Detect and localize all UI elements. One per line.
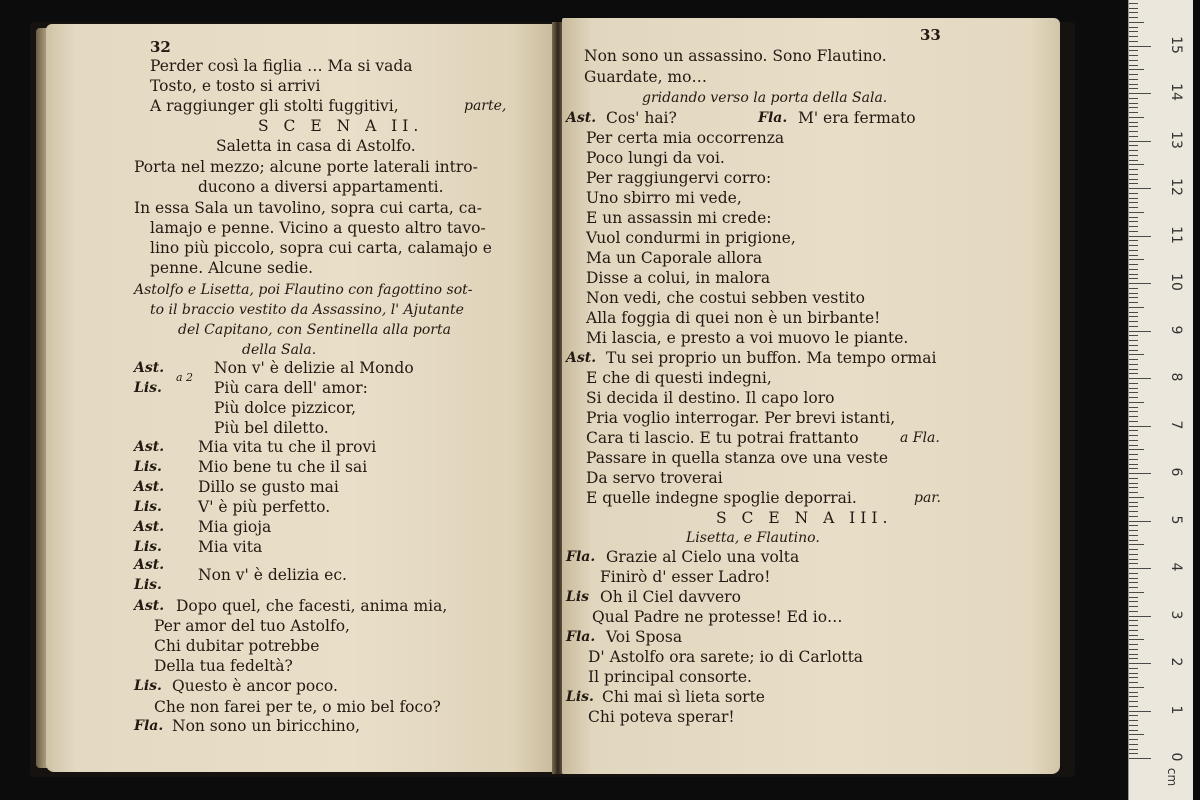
ruler-tick [1129,60,1138,61]
ruler-tick [1129,459,1138,460]
ruler-tick [1129,649,1138,650]
ruler-tick [1129,331,1151,332]
ruler-tick [1129,193,1138,194]
ruler-tick [1129,373,1138,374]
ruler-tick [1129,69,1144,70]
dialogue-line: Questo è ancor poco. [172,677,338,695]
ruler-tick [1129,530,1138,531]
ruler-tick [1129,421,1138,422]
text-line: Saletta in casa di Astolfo. [216,137,416,155]
dialogue-line: Cos' hai? [606,109,677,127]
ruler-tick [1129,188,1151,189]
dialogue-line: Più bel diletto. [214,419,329,437]
text-line: penne. Alcune sedie. [150,259,314,277]
speaker-label: Fla. [758,110,788,126]
ruler-tick [1129,74,1138,75]
ruler-tick [1129,179,1138,180]
speaker-label: Ast. [134,439,165,455]
ruler-tick [1129,150,1138,151]
ruler-tick [1129,620,1138,621]
ruler-tick [1129,487,1138,488]
text-line: Porta nel mezzo; alcune porte laterali intro- [134,158,478,176]
ruler-tick [1129,739,1138,740]
ruler-tick [1129,673,1138,674]
ruler-tick [1129,160,1138,161]
ruler-unit: cm [1165,767,1180,787]
ruler-tick [1129,535,1138,536]
dialogue-line: Chi mai sì lieta sorte [602,688,765,706]
dialogue-line: Chi dubitar potrebbe [154,637,320,655]
ruler-number: 11 [1168,225,1184,244]
speaker-label: Lis. [134,577,162,593]
ruler-tick [1129,696,1138,697]
dialogue-line: Della tua fedeltà? [154,657,293,675]
ruler-tick [1129,734,1144,735]
dialogue-line: Qual Padre ne protesse! Ed io… [592,608,843,626]
ruler-number: 13 [1168,130,1184,149]
dialogue-line: Dopo quel, che facesti, anima mia, [176,597,448,615]
ruler-tick [1129,644,1138,645]
dialogue-line: Alla foggia di quei non è un birbante! [586,309,881,327]
ruler-tick [1129,278,1138,279]
ruler-tick [1129,250,1138,251]
ruler-tick [1129,715,1138,716]
ruler-tick [1129,84,1138,85]
dialogue-line: Mia vita [198,538,263,556]
ruler-tick [1129,141,1151,142]
ruler-tick [1129,22,1144,23]
page-number: 32 [150,38,171,56]
dialogue-line: Mia gioja [198,518,272,536]
ruler-tick [1129,677,1138,678]
ruler-tick [1129,293,1138,294]
ruler-tick [1129,711,1151,712]
ruler-tick [1129,174,1138,175]
ruler-tick [1129,354,1144,355]
dialogue-line: E quelle indegne spoglie deporrai. [586,489,857,507]
ruler-tick [1129,93,1151,94]
ruler-tick [1129,202,1138,203]
ruler-tick [1129,682,1138,683]
ruler-tick [1129,335,1138,336]
ruler-tick [1129,302,1138,303]
ruler-tick [1129,46,1151,47]
ruler-tick [1129,369,1138,370]
ruler-tick [1129,701,1138,702]
speaker-label: Ast. [134,479,165,495]
ruler-tick [1129,730,1138,731]
ruler-tick [1129,516,1138,517]
speaker-label: Lis. [134,459,162,475]
ruler-number: 4 [1168,562,1184,572]
ruler-tick [1129,749,1138,750]
ruler-tick [1129,601,1138,602]
ruler-tick [1129,198,1138,199]
ruler-number: 9 [1168,325,1184,334]
ruler-tick [1129,217,1138,218]
dialogue-line: V' è più perfetto. [198,498,331,516]
ruler-number: 1 [1168,705,1184,714]
ruler-tick [1129,236,1151,237]
ruler-tick [1129,635,1138,636]
speaker-label: Ast. [134,519,165,535]
ruler-tick [1129,212,1144,213]
ruler-tick [1129,744,1138,745]
ruler-tick [1129,478,1138,479]
ruler-tick [1129,345,1138,346]
ruler-tick [1129,98,1138,99]
ruler-tick [1129,454,1138,455]
ruler-tick [1129,720,1138,721]
ruler-tick [1129,563,1138,564]
ruler-tick [1129,416,1138,417]
scene-heading: S C E N A III. [716,509,893,527]
ruler-number: 6 [1168,467,1184,477]
text-line: A raggiunger gli stolti fuggitivi, [150,97,399,115]
ruler-number: 7 [1168,420,1184,429]
ruler-tick [1129,549,1138,550]
ruler-tick [1129,169,1138,170]
dialogue-line: Finirò d' esser Ladro! [600,568,771,586]
ruler-tick [1129,616,1151,617]
ruler-tick [1129,502,1138,503]
speaker-label: Lis. [134,499,162,515]
dialogue-line: M' era fermato [798,109,916,127]
speaker-label: Ast. [134,360,165,376]
ruler-tick [1129,440,1138,441]
ruler-tick [1129,687,1144,688]
dialogue-line: Ma un Caporale allora [586,249,763,267]
ruler-tick [1129,725,1138,726]
ruler-tick [1129,521,1151,522]
dialogue-line: Mi lascia, e presto a voi muovo le piante. [586,329,909,347]
ruler-tick [1129,359,1138,360]
ruler-tick [1129,464,1138,465]
stage-direction: Lisetta, e Flautino. [686,530,820,546]
dialogue-line: Tu sei proprio un buffon. Ma tempo ormai [606,349,937,367]
ruler-tick [1129,55,1138,56]
ruler-tick [1129,753,1138,754]
ruler-tick [1129,240,1138,241]
ruler-tick [1129,65,1138,66]
dialogue-line: Che non farei per te, o mio bel foco? [154,698,441,716]
ruler-tick [1129,164,1144,165]
stage-direction: Astolfo e Lisetta, poi Flautino con fagottino sot- [134,282,473,298]
ruler-tick [1129,592,1144,593]
speaker-label: Ast. [566,110,597,126]
ruler-tick [1129,578,1138,579]
ruler-tick [1129,658,1138,659]
dialogue-line: Non vedi, che costui sebben vestito [586,289,865,307]
ruler-tick [1129,559,1138,560]
ruler-tick [1129,12,1138,13]
dialogue-line: Si decida il destino. Il capo loro [586,389,835,407]
speaker-label: Fla. [566,629,596,645]
ruler-number: 2 [1168,657,1184,667]
ruler-tick [1129,407,1138,408]
ruler-tick [1129,568,1151,569]
ruler-tick [1129,112,1138,113]
stage-direction: parte, [464,98,507,114]
ruler-number: 12 [1168,178,1184,196]
dialogue-line: Mia vita tu che il provi [198,438,377,456]
ruler-tick [1129,402,1144,403]
ruler-tick [1129,131,1138,132]
ruler-tick [1129,492,1138,493]
ruler-tick [1129,378,1151,379]
ruler-tick [1129,8,1138,9]
dialogue-line: Poco lungi da voi. [586,149,725,167]
ruler-tick [1129,654,1138,655]
text-line: Perder così la figlia … Ma si vada [150,57,413,75]
ruler-tick [1129,297,1138,298]
ruler-number: 14 [1168,83,1184,101]
speaker-label: Ast. [566,350,597,366]
measurement-ruler [1128,0,1193,800]
ruler-tick [1129,364,1138,365]
ruler-tick [1129,321,1138,322]
ruler-tick [1129,274,1138,275]
text-line: lamajo e penne. Vicino a questo altro tavo- [150,219,486,237]
ruler-tick [1129,103,1138,104]
dialogue-line: Più cara dell' amor: [214,379,368,397]
ruler-tick [1129,79,1138,80]
dialogue-line: Per certa mia occorrenza [586,129,785,147]
ruler-tick [1129,27,1138,28]
dialogue-line: Non v' è delizia ec. [198,566,347,584]
stage-direction: del Capitano, con Sentinella alla porta [178,322,451,338]
stage-direction: della Sala. [242,342,317,358]
dialogue-line: Il principal consorte. [588,668,752,686]
ruler-tick [1129,706,1138,707]
left-page [46,24,554,772]
ruler-tick [1129,668,1138,669]
speaker-label: Lis. [134,539,162,555]
text-line: lino più piccolo, sopra cui carta, calamajo e [150,239,492,257]
text-line: Tosto, e tosto si arrivi [150,77,321,95]
ruler-tick [1129,226,1138,227]
ruler-tick [1129,245,1138,246]
ruler-tick [1129,17,1138,18]
ruler-tick [1129,41,1138,42]
ruler-tick [1129,625,1138,626]
stage-direction: to il braccio vestito da Assassino, l' Ajutante [150,302,464,318]
ruler-tick [1129,483,1138,484]
ruler-tick [1129,255,1138,256]
ruler-tick [1129,88,1138,89]
ruler-tick [1129,312,1138,313]
ruler-tick [1129,392,1138,393]
ruler-tick [1129,639,1144,640]
dialogue-line: Grazie al Cielo una volta [606,548,800,566]
dialogue-line: Mio bene tu che il sai [198,458,368,476]
a2-mark: a 2 [176,371,194,384]
dialogue-line: Cara ti lascio. E tu potrai frattanto [586,429,859,447]
ruler-tick [1129,449,1144,450]
dialogue-line: Voi Sposa [606,628,683,646]
ruler-tick [1129,473,1151,474]
dialogue-line: Oh il Ciel davvero [600,588,741,606]
dialogue-line: Dillo se gusto mai [198,478,339,496]
ruler-tick [1129,540,1138,541]
ruler-tick [1129,383,1138,384]
right-page [562,18,1060,774]
ruler-tick [1129,388,1138,389]
ruler-tick [1129,663,1151,664]
text-line: Non sono un assassino. Sono Flautino. [584,47,887,65]
text-line: ducono a diversi appartamenti. [198,178,444,196]
page-number: 33 [920,26,941,44]
ruler-tick [1129,758,1151,759]
ruler-tick [1129,554,1138,555]
ruler-tick [1129,117,1144,118]
stage-direction: a Fla. [900,430,940,446]
dialogue-line: Per raggiungervi corro: [586,169,772,187]
ruler-tick [1129,525,1138,526]
ruler-tick [1129,445,1138,446]
ruler-tick [1129,316,1138,317]
dialogue-line: Non sono un biricchino, [172,717,361,735]
ruler-tick [1129,288,1138,289]
ruler-tick [1129,145,1138,146]
ruler-tick [1129,630,1138,631]
ruler-tick [1129,221,1138,222]
ruler-tick [1129,264,1138,265]
ruler-tick [1129,692,1138,693]
ruler-number: 0 [1168,752,1184,762]
ruler-tick [1129,326,1138,327]
dialogue-line: Per amor del tuo Astolfo, [154,617,350,635]
dialogue-line: E che di questi indegni, [586,369,772,387]
ruler-tick [1129,207,1138,208]
ruler-number: 5 [1168,515,1184,524]
speaker-label: Fla. [566,549,596,565]
dialogue-line: Passare in quella stanza ove una veste [586,449,889,467]
dialogue-line: Da servo troverai [586,469,723,487]
text-line: Guardate, mo… [584,68,707,86]
stage-direction: gridando verso la porta della Sala. [642,90,888,106]
ruler-tick [1129,122,1138,123]
scene-heading: S C E N A II. [258,117,424,135]
ruler-number: 15 [1168,35,1184,54]
dialogue-line: Uno sbirro mi vede, [586,189,742,207]
speaker-label: Lis [566,589,590,605]
dialogue-line: Più dolce pizzicor, [214,399,357,417]
ruler-tick [1129,587,1138,588]
ruler-tick [1129,259,1144,260]
ruler-tick [1129,136,1138,137]
ruler-tick [1129,350,1138,351]
ruler-tick [1129,468,1138,469]
ruler-tick [1129,606,1138,607]
ruler-tick [1129,3,1138,4]
ruler-tick [1129,340,1138,341]
ruler-tick [1129,283,1151,284]
ruler-tick [1129,506,1138,507]
ruler-tick [1129,31,1138,32]
ruler-tick [1129,307,1144,308]
ruler-tick [1129,231,1138,232]
text-line: In essa Sala un tavolino, sopra cui carta, ca- [134,199,482,217]
dialogue-line: Non v' è delizie al Mondo [214,359,414,377]
dialogue-line: D' Astolfo ora sarete; io di Carlotta [588,648,864,666]
speaker-label: Ast. [134,557,165,573]
ruler-tick [1129,126,1138,127]
dialogue-line: Chi poteva sperar! [588,708,735,726]
ruler-tick [1129,582,1138,583]
ruler-tick [1129,573,1138,574]
ruler-tick [1129,183,1138,184]
ruler-number: 8 [1168,372,1184,382]
ruler-number: 3 [1168,610,1184,619]
dialogue-line: Vuol condurmi in prigione, [586,229,796,247]
ruler-tick [1129,269,1138,270]
ruler-number: 10 [1168,273,1184,291]
ruler-tick [1129,597,1138,598]
dialogue-line: E un assassin mi crede: [586,209,772,227]
ruler-tick [1129,36,1138,37]
ruler-tick [1129,511,1138,512]
ruler-tick [1129,397,1138,398]
speaker-label: Lis. [566,689,594,705]
speaker-label: Lis. [134,678,162,694]
dialogue-line: Disse a colui, in malora [586,269,771,287]
speaker-label: Ast. [134,598,165,614]
ruler-tick [1129,430,1138,431]
ruler-tick [1129,426,1151,427]
ruler-tick [1129,411,1138,412]
stage-direction: par. [914,490,941,506]
speaker-label: Lis. [134,380,162,396]
dialogue-line: Pria voglio interrogar. Per brevi istanti, [586,409,896,427]
ruler-tick [1129,611,1138,612]
ruler-tick [1129,107,1138,108]
speaker-label: Fla. [134,718,164,734]
ruler-tick [1129,50,1138,51]
ruler-tick [1129,497,1144,498]
ruler-tick [1129,155,1138,156]
ruler-tick [1129,544,1144,545]
ruler-tick [1129,435,1138,436]
